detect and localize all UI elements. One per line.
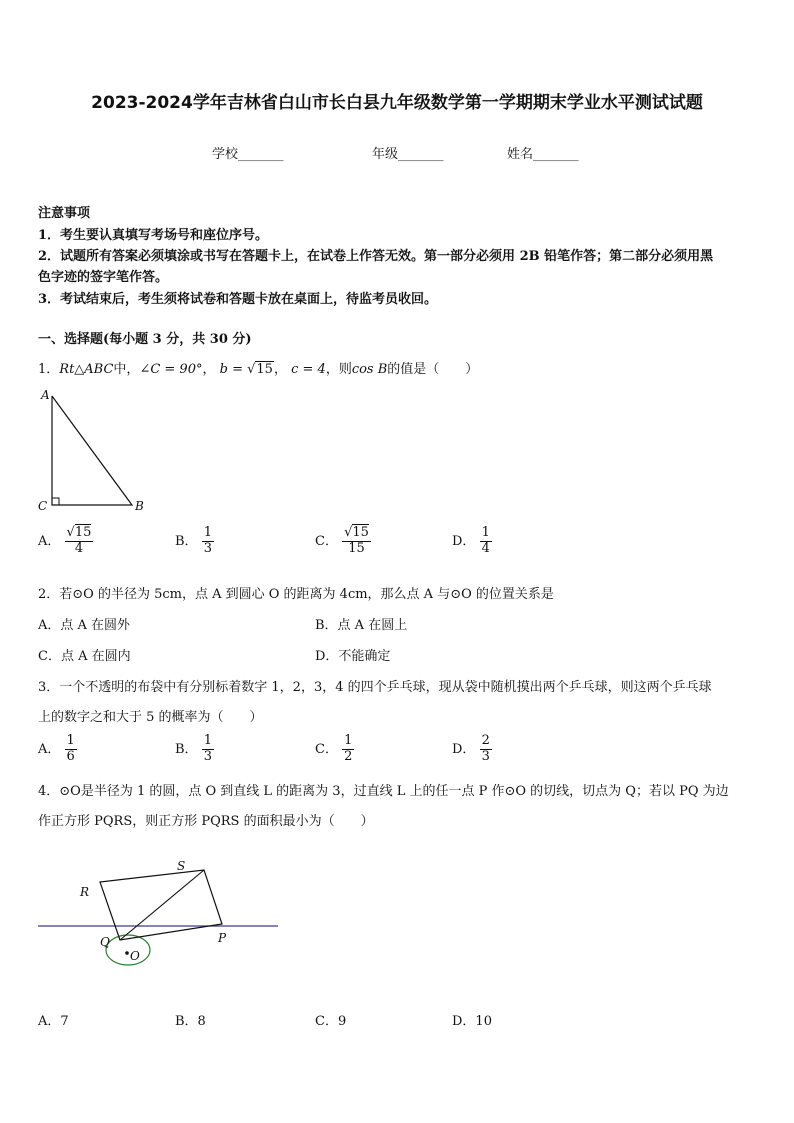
point-r-label: R: [80, 885, 90, 899]
q1-option-a[interactable]: A． $\frac{√15}{4}$: [38, 525, 92, 556]
question-3-stem-line1: 3．一个不透明的布袋中有分别标着数字 1，2，3，4 的四个乒乓球，现从袋中随机摸出两个乒乓球，则这两个乒乓球: [38, 680, 712, 695]
notice-item-2-cont: 色字迹的签字笔作答。: [38, 270, 169, 285]
point-q-label: Q: [100, 935, 110, 949]
point-p-label: P: [218, 931, 227, 945]
question-4-stem-line2: 作正方形 PQRS，则正方形 PQRS 的面积最小为（ ）: [38, 814, 374, 829]
q2-option-c[interactable]: C．点 A 在圆内: [38, 649, 131, 664]
vertex-a-label: A: [41, 388, 50, 402]
grade-field: 年级_______: [372, 147, 444, 162]
q2-option-b[interactable]: B．点 A 在圆上: [315, 618, 408, 633]
q4-option-c[interactable]: C．9: [315, 1014, 347, 1029]
q1-option-d[interactable]: D． $\frac{1}{4}$: [452, 525, 490, 556]
school-field: 学校_______: [212, 147, 284, 162]
question-2-stem: 2．若⊙O 的半径为 5cm，点 A 到圆心 O 的距离为 4cm，那么点 A 与⊙O 的位置关系是: [38, 587, 554, 602]
notice-item-3: 3．考试结束后，考生须将试卷和答题卡放在桌面上，待监考员收回。: [38, 292, 438, 307]
vertex-c-label: C: [38, 499, 48, 513]
notice-item-1: 1．考生要认真填写考场号和座位序号。: [38, 228, 269, 243]
q3-option-a[interactable]: A． $\frac{1}{6}$: [38, 733, 75, 764]
q4-option-a[interactable]: A．7: [38, 1014, 69, 1029]
notice-heading: 注意事项: [38, 206, 91, 221]
notice-item-2: 2．试题所有答案必须填涂或书写在答题卡上，在试卷上作答无效。第一部分必须用 2B 铅笔作答；第二部分必须用黑: [38, 249, 714, 264]
q1-option-b[interactable]: B． $\frac{1}{3}$: [175, 525, 212, 556]
triangle-diagram: [36, 386, 156, 514]
question-1-stem: 1．Rt△ABC中，∠C = 90°， b = √15， c = 4，则cos B的值是（ ）: [38, 362, 479, 377]
q3-option-c[interactable]: C． $\frac{1}{2}$: [315, 733, 353, 764]
q2-option-a[interactable]: A．点 A 在圆外: [38, 618, 131, 633]
vertex-b-label: B: [135, 499, 144, 513]
square-tangent-diagram: [36, 852, 286, 972]
q3-option-d[interactable]: D． $\frac{2}{3}$: [452, 733, 490, 764]
q3-option-b[interactable]: B． $\frac{1}{3}$: [175, 733, 212, 764]
name-field: 姓名_______: [507, 147, 579, 162]
q2-option-d[interactable]: D．不能确定: [315, 649, 391, 664]
point-s-label: S: [177, 859, 186, 873]
question-4-stem-line1: 4．⊙O是半径为 1 的圆，点 O 到直线 L 的距离为 3，过直线 L 上的任一点 P 作⊙O 的切线，切点为 Q；若以 PQ 为边: [38, 784, 729, 799]
q4-option-d[interactable]: D．10: [452, 1014, 492, 1029]
page-title: 2023-2024学年吉林省白山市长白县九年级数学第一学期期末学业水平测试试题: [91, 93, 703, 113]
q4-option-b[interactable]: B．8: [175, 1014, 206, 1029]
q1-option-c[interactable]: C． $\frac{√15}{15}$: [315, 525, 369, 556]
section-heading: 一、选择题(每小题 3 分，共 30 分): [38, 332, 252, 347]
question-3-stem-line2: 上的数字之和大于 5 的概率为（ ）: [38, 710, 263, 725]
center-o-label: O: [130, 949, 140, 963]
